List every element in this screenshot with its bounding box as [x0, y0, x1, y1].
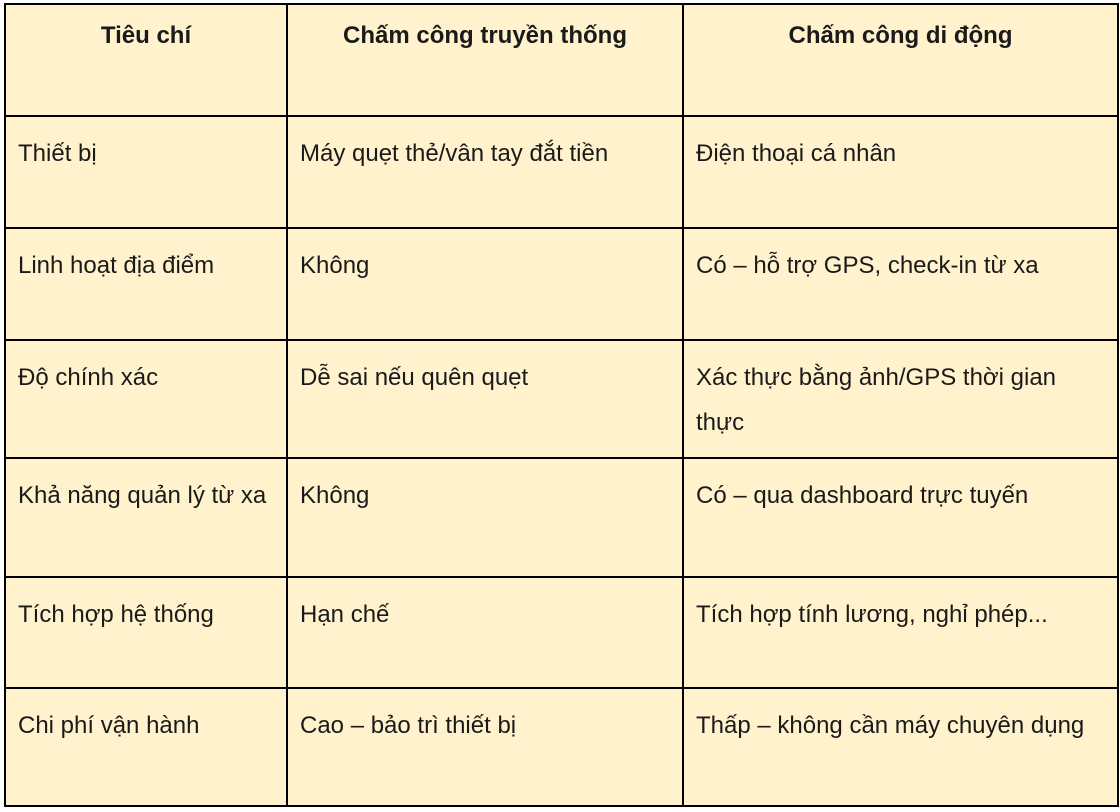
table-row — [5, 340, 1118, 458]
header-mobile: Chấm công di động — [683, 4, 1118, 116]
table-row — [5, 228, 1118, 340]
table-row — [5, 688, 1118, 806]
mobile-cell: Điện thoại cá nhân — [683, 116, 1118, 228]
traditional-cell: Máy quẹt thẻ/vân tay đắt tiền — [287, 116, 683, 228]
criteria-cell: Linh hoạt địa điểm — [5, 228, 287, 340]
traditional-cell: Không — [287, 228, 683, 340]
criteria-cell: Độ chính xác — [5, 340, 287, 458]
mobile-cell: Tích hợp tính lương, nghỉ phép... — [683, 577, 1118, 688]
traditional-cell: Cao – bảo trì thiết bị — [287, 688, 683, 806]
mobile-cell: Có – hỗ trợ GPS, check-in từ xa — [683, 228, 1118, 340]
table-row — [5, 458, 1118, 577]
traditional-cell: Không — [287, 458, 683, 577]
mobile-cell: Thấp – không cần máy chuyên dụng — [683, 688, 1118, 806]
mobile-cell: Có – qua dashboard trực tuyến — [683, 458, 1118, 577]
traditional-cell: Hạn chế — [287, 577, 683, 688]
criteria-cell: Chi phí vận hành — [5, 688, 287, 806]
header-traditional: Chấm công truyền thống — [287, 4, 683, 116]
header-row — [5, 4, 1118, 116]
criteria-cell: Thiết bị — [5, 116, 287, 228]
comparison-table — [4, 3, 1119, 807]
table-row — [5, 577, 1118, 688]
traditional-cell: Dễ sai nếu quên quẹt — [287, 340, 683, 458]
header-criteria: Tiêu chí — [5, 4, 287, 116]
criteria-cell: Khả năng quản lý từ xa — [5, 458, 287, 577]
mobile-cell: Xác thực bằng ảnh/GPS thời gian thực — [683, 340, 1118, 458]
table-row — [5, 116, 1118, 228]
criteria-cell: Tích hợp hệ thống — [5, 577, 287, 688]
